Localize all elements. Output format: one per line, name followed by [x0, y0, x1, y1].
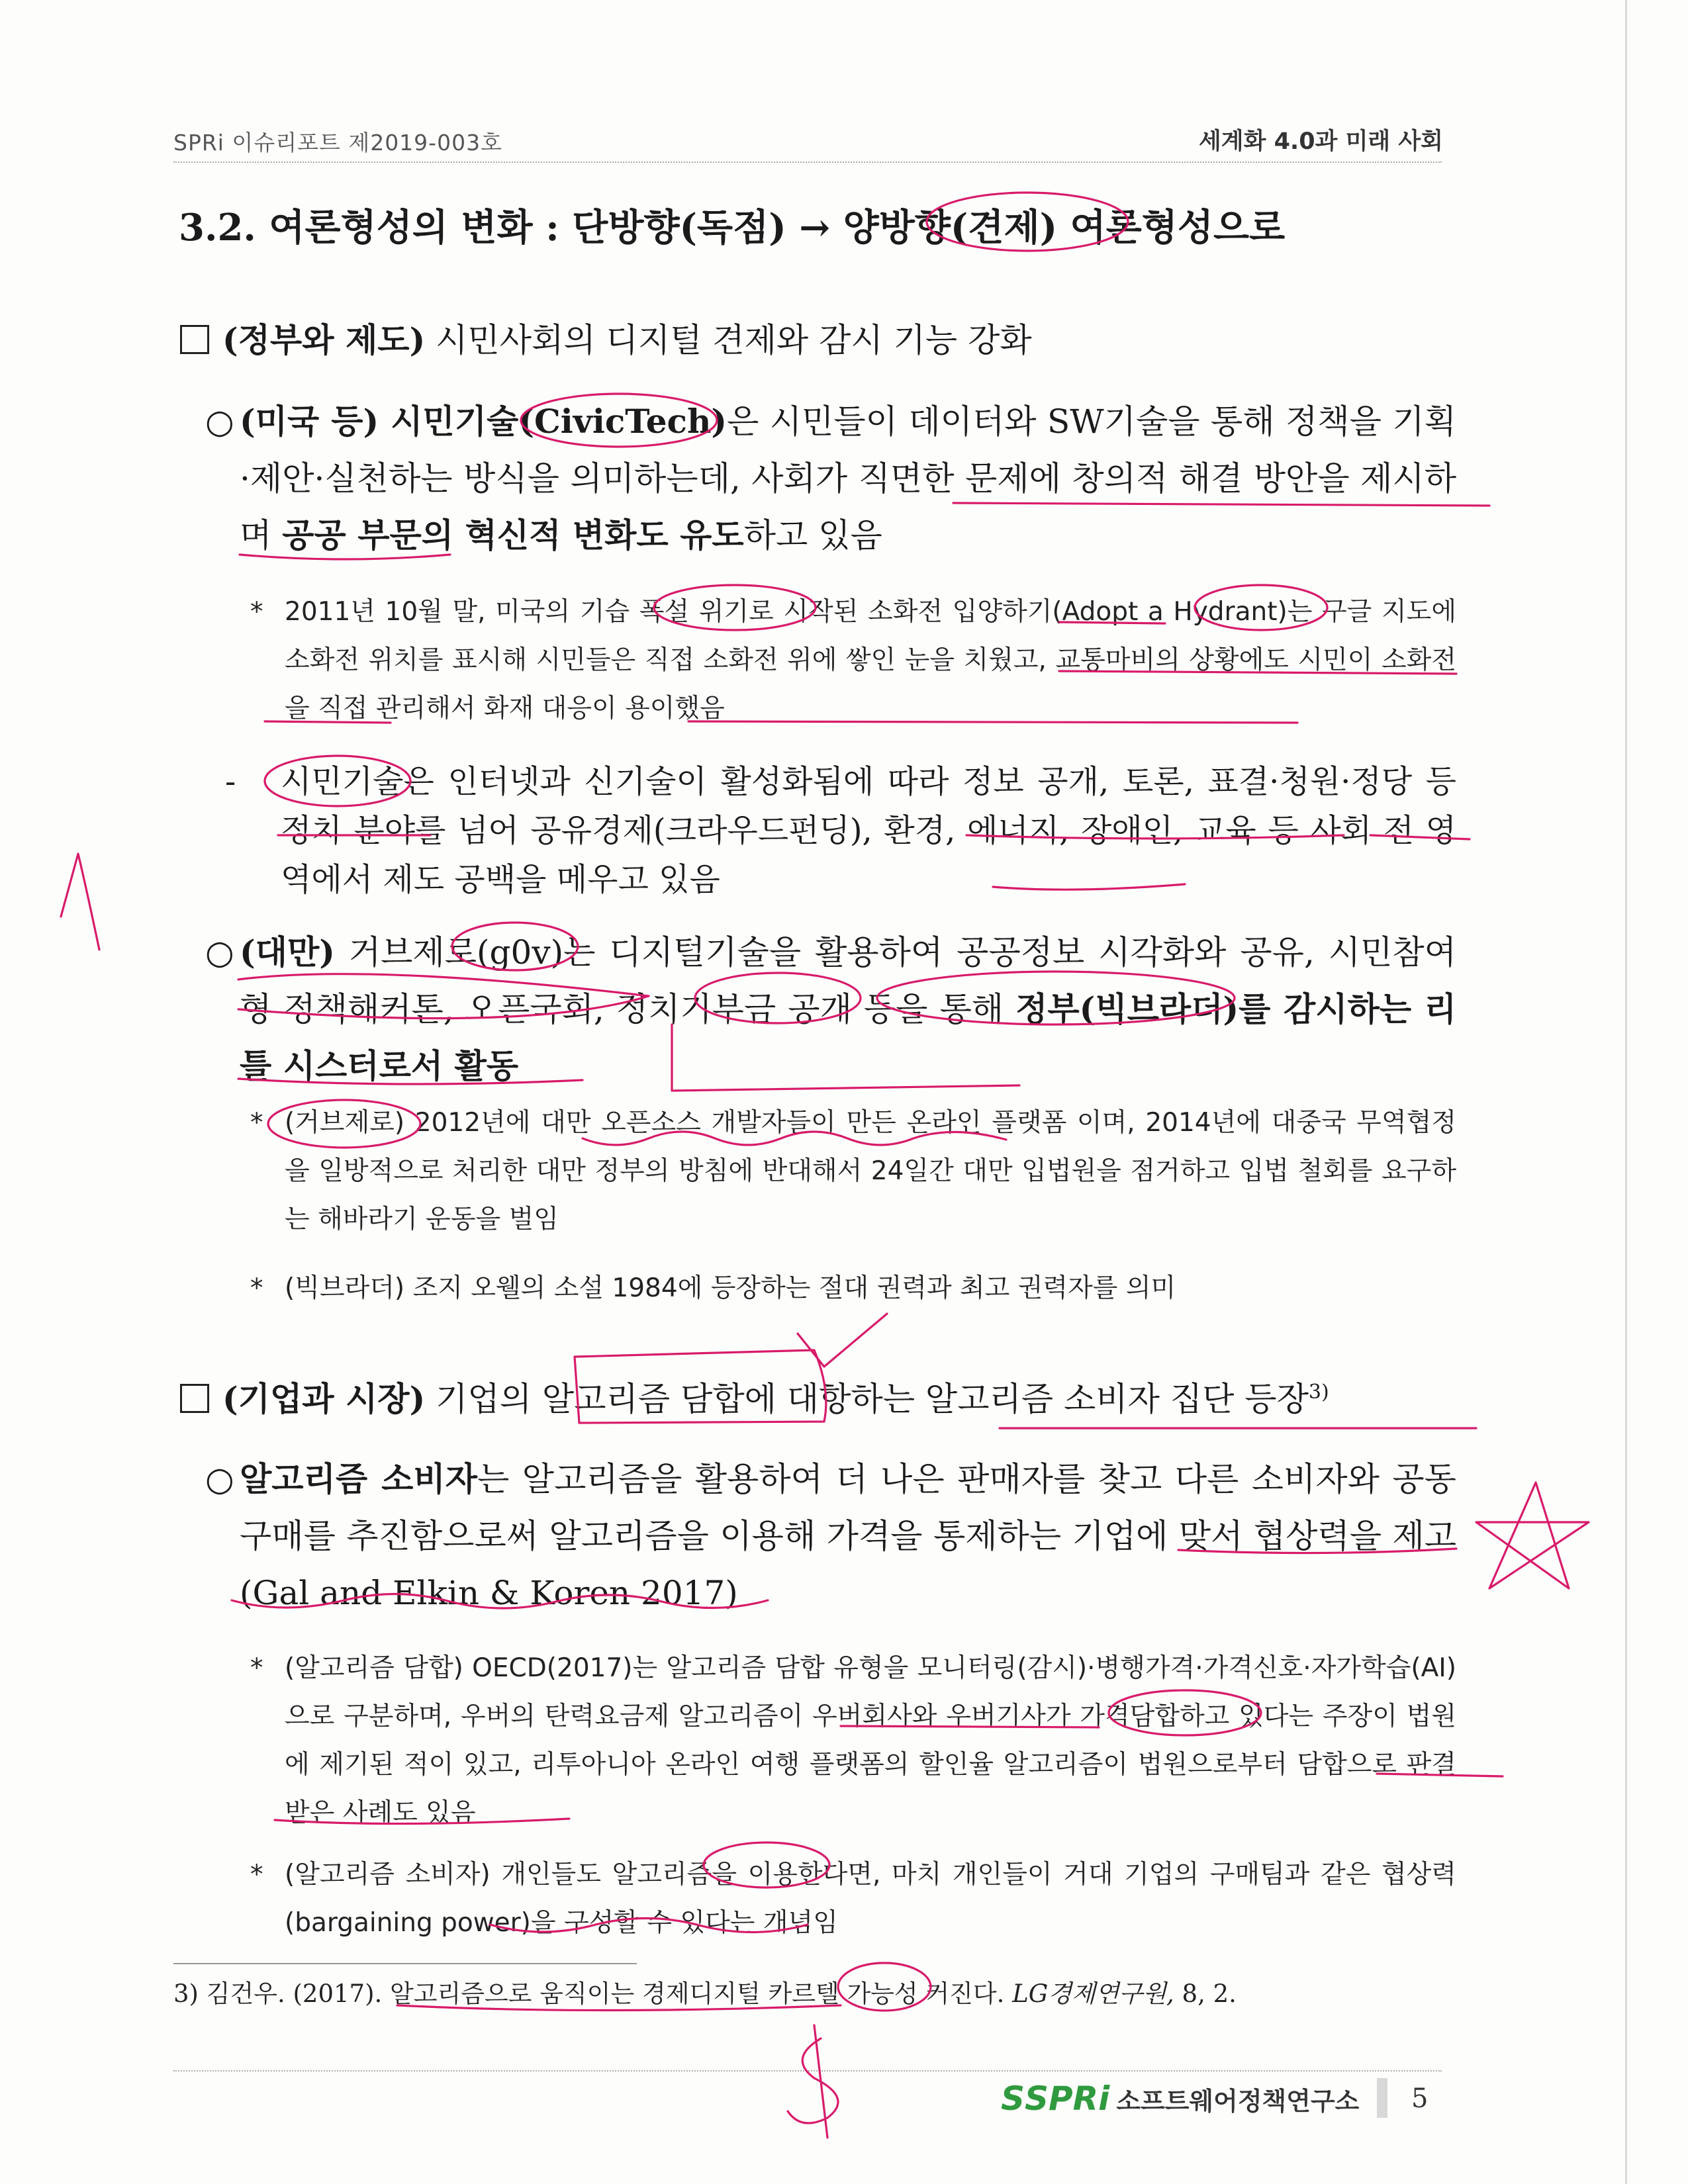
checkbox-icon	[180, 1384, 209, 1413]
ink-checkmark	[798, 1314, 887, 1367]
bullet-algorithm-consumer	[205, 1451, 1456, 1621]
org-name: 소프트웨어정책연구소	[1116, 2086, 1360, 2116]
asterisk-icon: *	[250, 1860, 263, 1889]
footnote	[173, 1974, 1237, 2009]
bullet-label: (대만)	[240, 933, 335, 972]
page-number-bar	[1377, 2078, 1387, 2118]
section-heading-market	[180, 1373, 1329, 1420]
ink-dollar-mark	[788, 2025, 838, 2138]
bullet-text: 는 알고리즘을 활용하여 더 나은 판매자를 찾고 다른 소비자와 공동구매를 추진함으로써 알고리즘을 이용해 가격을 통제하는 기업에 맞서 협상력을 제고(Gal and Elkin & Koren 2017)	[240, 1460, 1456, 1612]
footnote-divider	[173, 1963, 637, 1964]
spri-logo	[1001, 2079, 1359, 2118]
circle-bullet-icon: ○	[205, 933, 234, 972]
footnote-text: 3) 김건우. (2017). 알고리즘으로 움직이는 경제디지털 카르텔 가능성 커진다.	[173, 1979, 1013, 2008]
dash-civictech-scope	[225, 757, 1456, 904]
section-heading-government	[180, 314, 1032, 361]
section-label: (기업과 시장)	[222, 1379, 426, 1418]
note-text: (빅브라더) 조지 오웰의 소설 1984에 등장하는 절대 권력과 최고 권력자를 의미	[285, 1273, 1176, 1303]
header-divider	[173, 161, 1442, 163]
note-text: (알고리즘 담합) OECD(2017)는 알고리즘 담합 유형을 모니터링(감시)·병행가격·가격신호·자가학습(AI)으로 구분하며, 우버의 탄력요금제 알고리즘이 우버회사와 우버기사가 가격담합하고 있다는 주장이 법원에 제기된 적이 있고, 리투아니아 온라인 여행 플랫폼의 할인율 알고리즘이 법원으로부터 담합으로 판결 받은 사례도 있음	[285, 1653, 1456, 1828]
page-edge	[1625, 0, 1627, 2184]
footer-divider	[173, 2070, 1442, 2071]
bullet-label: (미국 등) 시민기술(CivicTech)	[240, 402, 727, 441]
note-big-brother	[250, 1264, 1456, 1312]
bullet-civictech	[205, 393, 1456, 564]
note-algorithm-consumer	[250, 1850, 1456, 1947]
spri-logo-text: SPRi	[1025, 2079, 1110, 2118]
checkbox-icon	[180, 325, 209, 354]
footnote-tail: 8, 2.	[1174, 1979, 1237, 2008]
report-header-left: SPRi 이슈리포트 제2019-003호	[173, 130, 502, 156]
bullet-text: 거브제로(g0v)는 디지털기술을 활용하여 공공정보 시각화와 공유, 시민참여형 정책해커톤, 오픈국회, 정치기부금 공개 등을 통해	[240, 933, 1456, 1028]
circle-bullet-icon: ○	[205, 402, 234, 441]
bullet-g0v	[205, 924, 1456, 1095]
section-title: 3.2. 여론형성의 변화 : 단방향(독점) → 양방향(견제) 여론형성으로	[179, 206, 1286, 250]
asterisk-icon: *	[250, 1108, 263, 1138]
dash-bullet-icon: -	[225, 763, 236, 800]
bullet-bold-tail: 정부(빅브라더)를 감시하는 리틀 시스터로서 활동	[240, 989, 1456, 1085]
note-adopt-hydrant	[250, 588, 1456, 733]
note-text: (거브제로) 2012년에 대만 오픈소스 개발자들이 만든 온라인 플랫폼 이며, 2014년에 대중국 무역협정을 일방적으로 처리한 대만 정부의 방침에 반대해서 24일간 대만 입법원을 점거하고 입법 철회를 요구하는 해바라기 운동을 벌임	[285, 1108, 1456, 1234]
bullet-bold-tail: 공공 부문의 혁신적 변화도 유도	[282, 516, 744, 555]
dash-text: 시민기술은 인터넷과 신기술이 활성화됨에 따라 정보 공개, 토론, 표결·청원·정당 등 정치 분야를 넘어 공유경제(크라우드펀딩), 환경, 에너지, 장애인, 교육 등 사회 전 영역에서 제도 공백을 메우고 있음	[281, 763, 1456, 898]
note-algorithm-collusion	[250, 1644, 1456, 1837]
ink-star	[1476, 1482, 1589, 1588]
section-text: 시민사회의 디지털 견제와 감시 기능 강화	[425, 321, 1032, 359]
footnote-source: LG경제연구원,	[1012, 1979, 1174, 2008]
page-number: 5	[1411, 2083, 1429, 2114]
footnote-ref: 3)	[1308, 1381, 1329, 1404]
note-text: (알고리즘 소비자) 개인들도 알고리즘을 이용한다면, 마치 개인들이 거대 기업의 구매팀과 같은 협상력(bargaining power)을 구성할 수 있다는 개념임	[285, 1860, 1456, 1938]
circle-bullet-icon: ○	[205, 1460, 234, 1498]
bullet-tail: 하고 있음	[743, 516, 882, 555]
note-text: 2011년 10월 말, 미국의 기습 폭설 위기로 시작된 소화전 입양하기(Adopt a Hydrant)는 구글 지도에 소화전 위치를 표시해 시민들은 직접 소화전 위에 쌓인 눈을 치웠고, 교통마비의 상황에도 시민이 소화전을 직접 관리해서 화재 대응이 용이했음	[285, 597, 1456, 723]
asterisk-icon: *	[250, 1653, 263, 1683]
bullet-label: 알고리즘 소비자	[240, 1459, 478, 1498]
section-label: (정부와 제도)	[222, 320, 426, 359]
note-g0v	[250, 1099, 1456, 1244]
report-header-right: 세계화 4.0과 미래 사회	[1198, 128, 1443, 155]
ink-margin-caret	[61, 854, 99, 950]
spri-logo-icon: S	[1001, 2079, 1025, 2118]
section-text: 기업의 알고리즘 담합에 대항하는 알고리즘 소비자 집단 등장	[425, 1380, 1309, 1418]
bullet-text: 은 시민들이 데이터와 SW기술을 통해 정책을 기획·제안·실천하는 방식을 의미하는데, 사회가 직면한 문제에 창의적 해결 방안을 제시하며	[240, 402, 1456, 555]
asterisk-icon: *	[250, 597, 263, 627]
asterisk-icon: *	[250, 1273, 263, 1303]
